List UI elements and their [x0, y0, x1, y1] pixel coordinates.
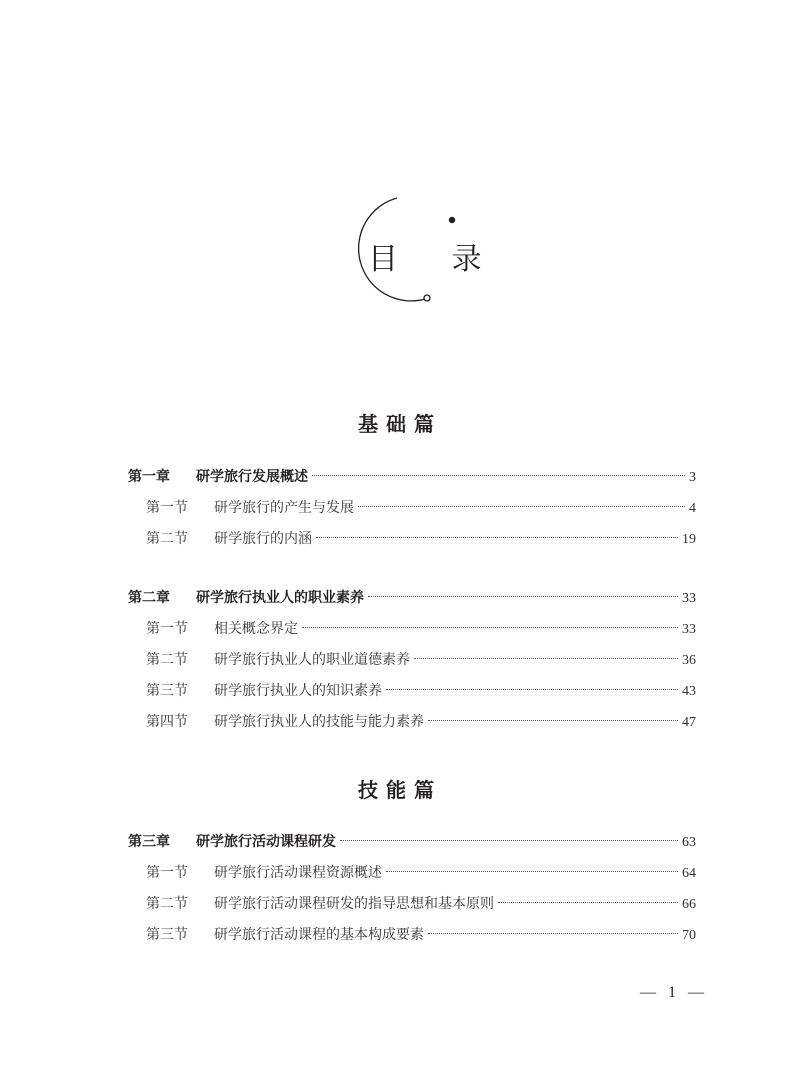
dot-leader [414, 658, 678, 659]
page-number: 36 [682, 653, 696, 668]
section-number: 第二节 [146, 896, 188, 912]
page-number: 19 [682, 532, 696, 547]
dot-leader [386, 689, 678, 690]
toc-section-row[interactable] [128, 707, 696, 738]
page-number: 4 [689, 501, 696, 516]
page-number: 63 [682, 835, 696, 850]
section-number: 第四节 [146, 714, 188, 730]
dot-leader [358, 506, 685, 507]
toc-section-row[interactable] [128, 858, 696, 889]
chapter-number: 第三章 [128, 834, 170, 850]
toc-section-row[interactable] [128, 920, 696, 951]
dot-leader [428, 720, 678, 721]
dot-leader [498, 902, 678, 903]
toc-part-skills [128, 827, 696, 951]
chapter-number: 第二章 [128, 590, 170, 606]
toc-part-basic [128, 462, 696, 738]
dot-leader [302, 627, 678, 628]
part-heading-skills: 技能篇 [358, 778, 442, 802]
page-number: 64 [682, 866, 696, 881]
toc-section-row[interactable] [128, 493, 696, 524]
toc-section-row[interactable] [128, 676, 696, 707]
section-title: 研学旅行执业人的知识素养 [214, 683, 382, 699]
page-number: 70 [682, 928, 696, 943]
section-title: 研学旅行活动课程研发的指导思想和基本原则 [214, 896, 494, 912]
page-number: 3 [689, 470, 696, 485]
dot-leader [340, 840, 678, 841]
section-number: 第一节 [146, 500, 188, 516]
toc-title-block [0, 0, 800, 340]
dot-leader [368, 596, 678, 597]
section-title: 研学旅行的内涵 [214, 531, 312, 547]
dot-leader [386, 871, 678, 872]
toc-section-row[interactable] [128, 614, 696, 645]
section-number: 第二节 [146, 531, 188, 547]
section-title: 研学旅行的产生与发展 [214, 500, 354, 516]
section-number: 第三节 [146, 927, 188, 943]
section-title: 研学旅行执业人的职业道德素养 [214, 652, 410, 668]
toc-chapter-row[interactable] [128, 827, 696, 858]
chapter-title: 研学旅行发展概述 [196, 469, 308, 485]
toc-section-row[interactable] [128, 645, 696, 676]
page-number: 66 [682, 897, 696, 912]
page-footer-number: — 1 — [640, 984, 708, 1001]
section-title: 研学旅行执业人的技能与能力素养 [214, 714, 424, 730]
toc-section-row[interactable] [128, 524, 696, 555]
dot-leader [312, 475, 685, 476]
part-heading-basic: 基础篇 [358, 412, 442, 436]
page-title: 目 录 [368, 242, 504, 277]
page-number: 33 [682, 591, 696, 606]
page-number: 43 [682, 684, 696, 699]
dot-leader [316, 537, 678, 538]
section-number: 第一节 [146, 621, 188, 637]
dot-leader [428, 933, 678, 934]
section-number: 第一节 [146, 865, 188, 881]
page-number: 47 [682, 715, 696, 730]
section-title: 研学旅行活动课程的基本构成要素 [214, 927, 424, 943]
page-number: 33 [682, 622, 696, 637]
chapter-title: 研学旅行执业人的职业素养 [196, 590, 364, 606]
section-number: 第二节 [146, 652, 188, 668]
chapter-title: 研学旅行活动课程研发 [196, 834, 336, 850]
chapter-number: 第一章 [128, 469, 170, 485]
toc-chapter-row[interactable] [128, 462, 696, 493]
toc-section-row[interactable] [128, 889, 696, 920]
section-number: 第三节 [146, 683, 188, 699]
toc-chapter-row[interactable] [128, 583, 696, 614]
section-title: 研学旅行活动课程资源概述 [214, 865, 382, 881]
section-title: 相关概念界定 [214, 621, 298, 637]
